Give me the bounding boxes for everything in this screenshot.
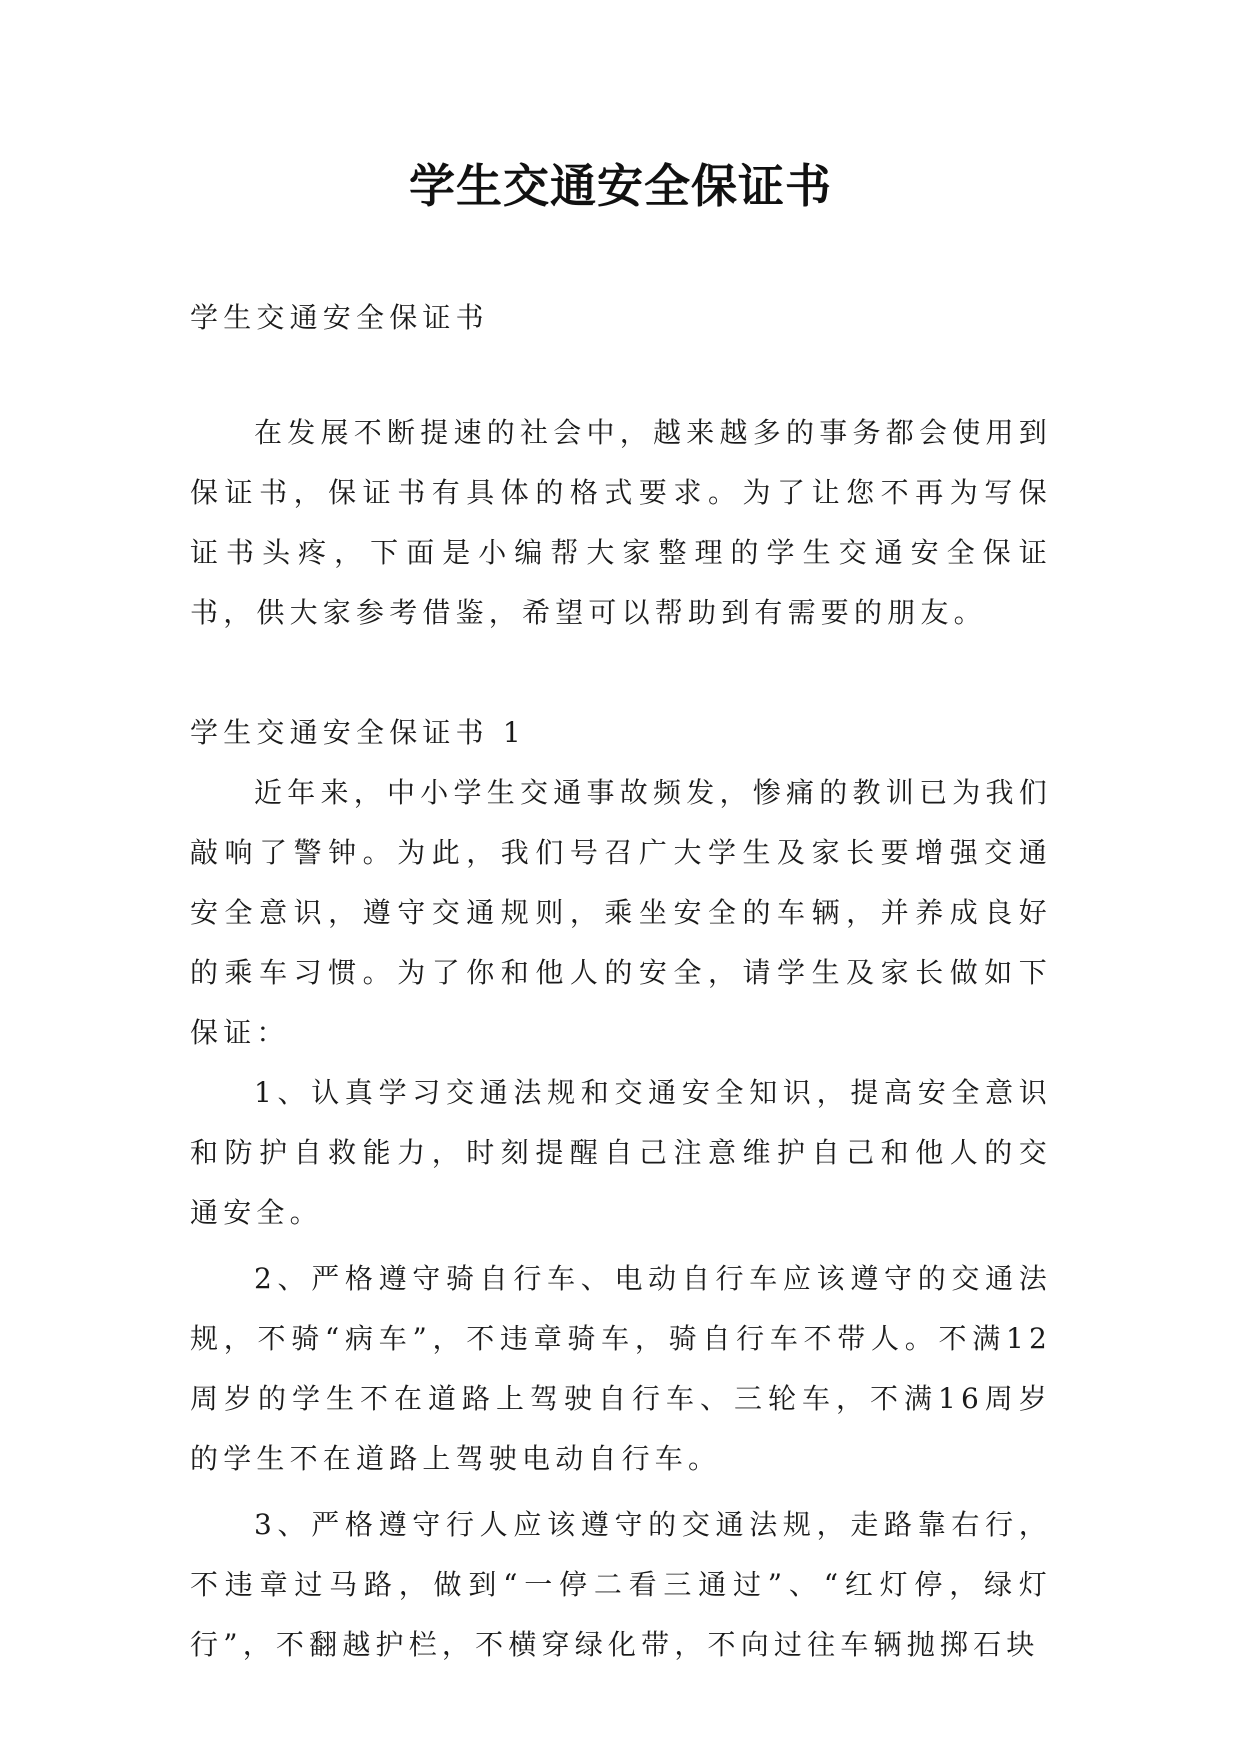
document-title: 学生交通安全保证书	[409, 159, 832, 213]
body-paragraph: 2、严格遵守骑自行车、电动自行车应该遵守的交通法规，不骑“病车”，不违章骑车，骑自行车不带人。不满12周岁的学生不在道路上驾驶自行车、三轮车，不满16周岁的学生不在道路上驾驶电动自行车。	[190, 1262, 1052, 1475]
body-paragraph: 近年来，中小学生交通事故频发，惨痛的教训已为我们敲响了警钟。为此，我们号召广大学生及家长要增强交通安全意识，遵守交通规则，乘坐安全的车辆，并养成良好的乘车习惯。为了你和他人的安全，请学生及家长做如下保证：	[190, 776, 1052, 1049]
body-paragraph: 3、严格遵守行人应该遵守的交通法规，走路靠右行，不违章过马路，做到“一停二看三通过”、“红灯停，绿灯行”，不翻越护栏，不横穿绿化带，不向过往车辆抛掷石块	[190, 1508, 1052, 1661]
document-subtitle: 学生交通安全保证书	[190, 301, 489, 334]
intro-paragraph: 在发展不断提速的社会中，越来越多的事务都会使用到保证书，保证书有具体的格式要求。为了让您不再为写保证书头疼，下面是小编帮大家整理的学生交通安全保证书，供大家参考借鉴，希望可以帮助到有需要的朋友。	[190, 416, 1052, 629]
section-heading: 学生交通安全保证书 1	[190, 716, 526, 749]
document-body	[190, 288, 1052, 1675]
body-paragraph: 1、认真学习交通法规和交通安全知识，提高安全意识和防护自救能力，时刻提醒自己注意维护自己和他人的交通安全。	[190, 1076, 1052, 1229]
